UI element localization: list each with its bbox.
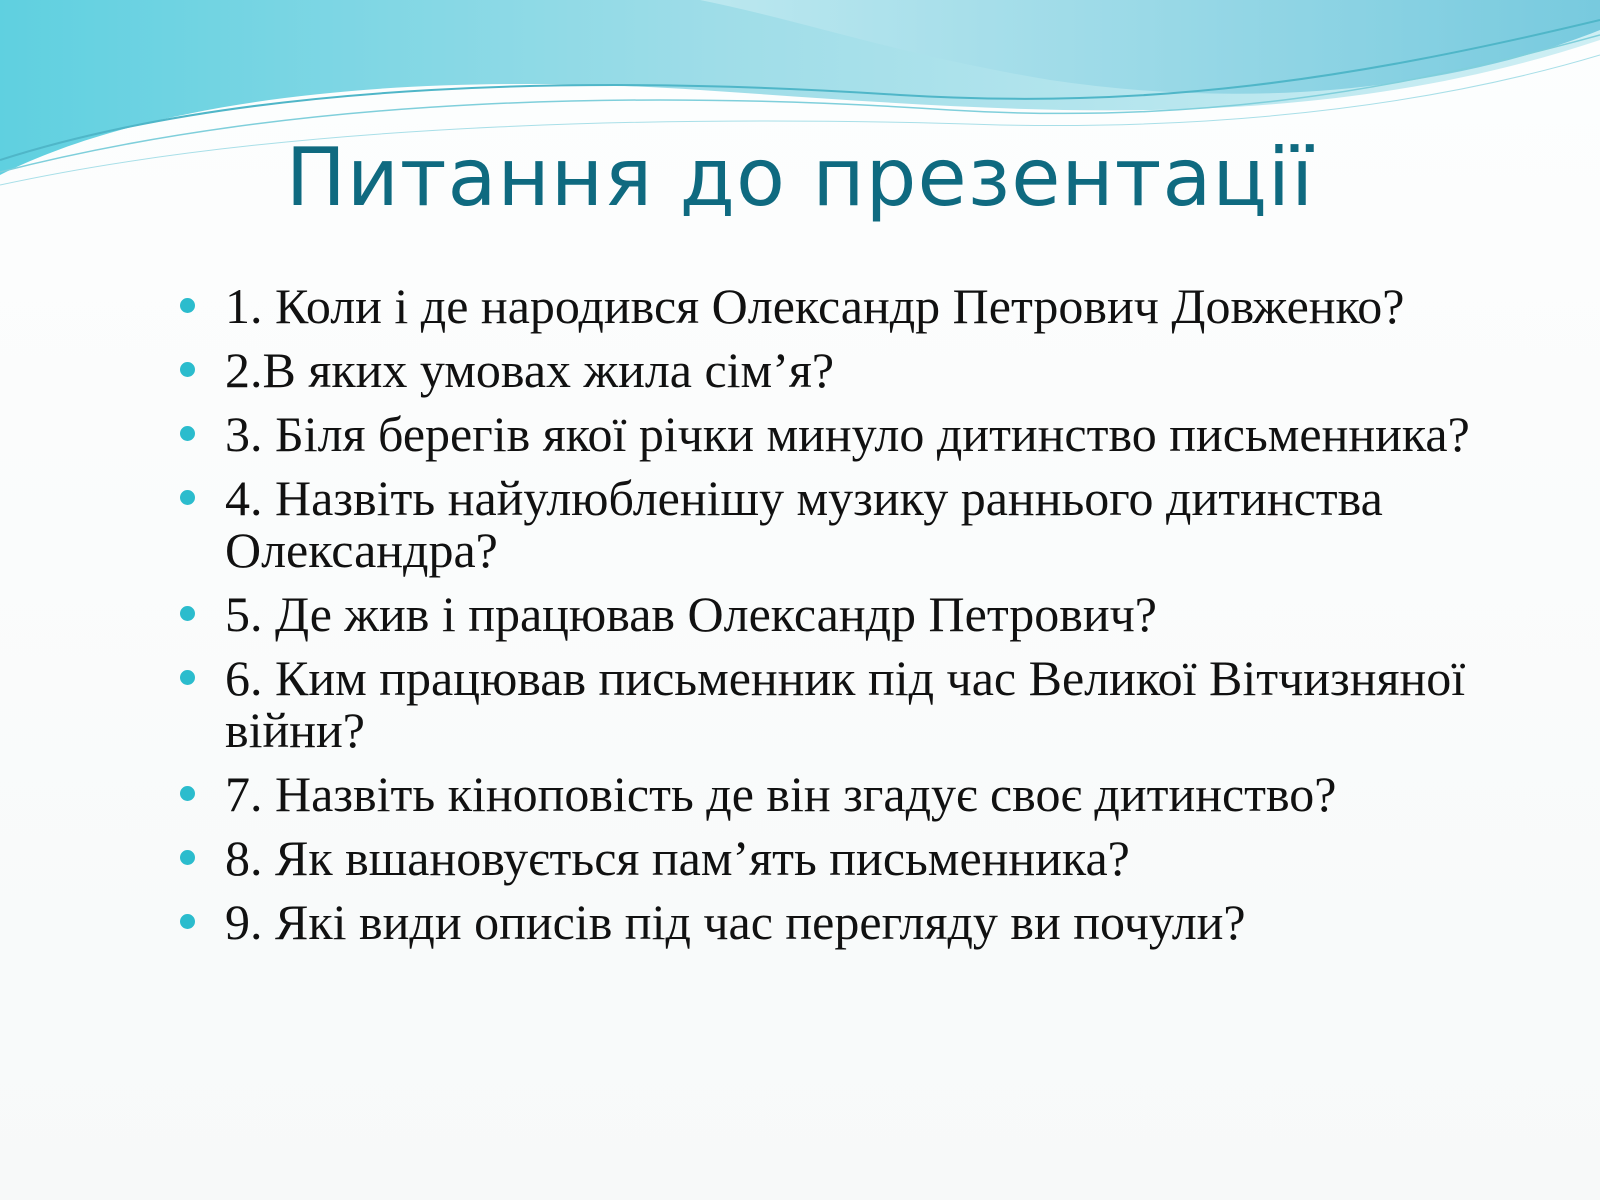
bullet-icon — [180, 850, 195, 865]
list-item — [180, 280, 1560, 332]
bullet-icon — [180, 298, 195, 313]
bullet-icon — [180, 362, 195, 377]
question-list — [180, 280, 1560, 960]
bullet-icon — [180, 914, 195, 929]
bullet-icon — [180, 426, 195, 441]
list-item — [180, 832, 1560, 884]
list-item — [180, 408, 1560, 460]
bullet-icon — [180, 606, 195, 621]
list-item — [180, 344, 1560, 396]
list-item — [180, 472, 1560, 576]
bullet-icon — [180, 786, 195, 801]
question-text: 9. Які види описів під час перегляду ви почули? — [225, 894, 1246, 950]
question-text: 6. Ким працював письменник під час Великої Вітчизняної війни? — [225, 650, 1466, 758]
question-text: 7. Назвіть кіноповість де він згадує своє дитинство? — [225, 766, 1337, 822]
bullet-icon — [180, 670, 195, 685]
list-item — [180, 588, 1560, 640]
question-text: 8. Як вшановується пам’ять письменника? — [225, 830, 1130, 886]
question-text: 5. Де жив і працював Олександр Петрович? — [225, 586, 1157, 642]
question-text: 1. Коли і де народився Олександр Петрович Довженко? — [225, 278, 1405, 334]
bullet-icon — [180, 490, 195, 505]
list-item — [180, 652, 1560, 756]
question-text: 2.В яких умовах жила сім’я? — [225, 342, 835, 398]
slide-title: Питання до презентації — [285, 131, 1315, 224]
question-text: 4. Назвіть найулюбленішу музику раннього дитинства Олександра? — [225, 470, 1383, 578]
list-item — [180, 896, 1560, 948]
list-item — [180, 768, 1560, 820]
question-text: 3. Біля берегів якої річки минуло дитинство письменника? — [225, 406, 1470, 462]
